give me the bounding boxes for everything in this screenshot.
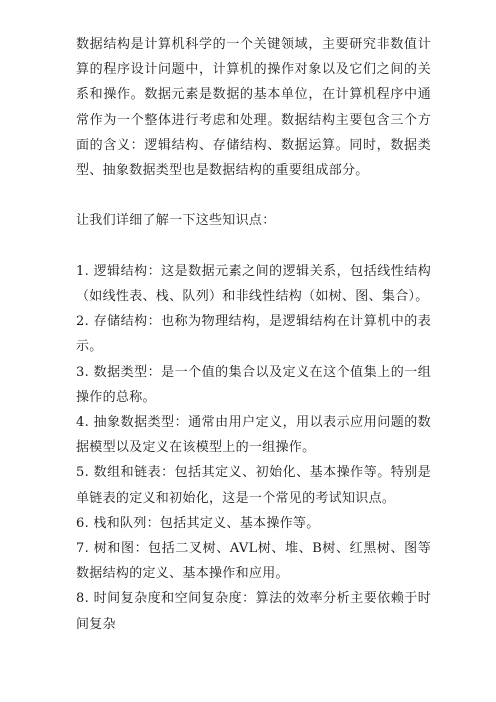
list-item: 5. 数组和链表：包括其定义、初始化、基本操作等。特别是单链表的定义和初始化，这是一个常见的考试知识点。 [76,465,431,506]
document-body [76,32,431,637]
intro-paragraph: 数据结构是计算机科学的一个关键领域，主要研究非数值计算的程序设计问题中，计算机的操作对象以及它们之间的关系和操作。数据元素是数据的基本单位，在计算机程序中通常作为一个整体进行考虑和处理。数据结构主要包含三个方面的含义：逻辑结构、存储结构、数据运算。同时，数据类型、抽象数据类型也是数据结构的重要组成部分。 [76,37,431,179]
list-item: 7. 树和图：包括二叉树、AVL树、堆、B树、红黑树、图等数据结构的定义、基本操作和应用。 [76,541,431,582]
knowledge-list [76,259,431,637]
list-item: 8. 时间复杂度和空间复杂度：算法的效率分析主要依赖于时间复杂 [76,591,431,632]
list-item: 1. 逻辑结构：这是数据元素之间的逻辑关系，包括线性结构（如线性表、栈、队列）和非线性结构（如树、图、集合）。 [76,263,431,304]
list-item: 6. 栈和队列：包括其定义、基本操作等。 [76,515,320,531]
lead-paragraph: 让我们详细了解一下这些知识点： [76,213,276,229]
list-item: 2. 存储结构：也称为物理结构，是逻辑结构在计算机中的表示。 [76,314,431,355]
list-item: 3. 数据类型：是一个值的集合以及定义在这个值集上的一组操作的总称。 [76,364,431,405]
list-item: 4. 抽象数据类型：通常由用户定义，用以表示应用问题的数据模型以及定义在该模型上的一组操作。 [76,415,431,456]
